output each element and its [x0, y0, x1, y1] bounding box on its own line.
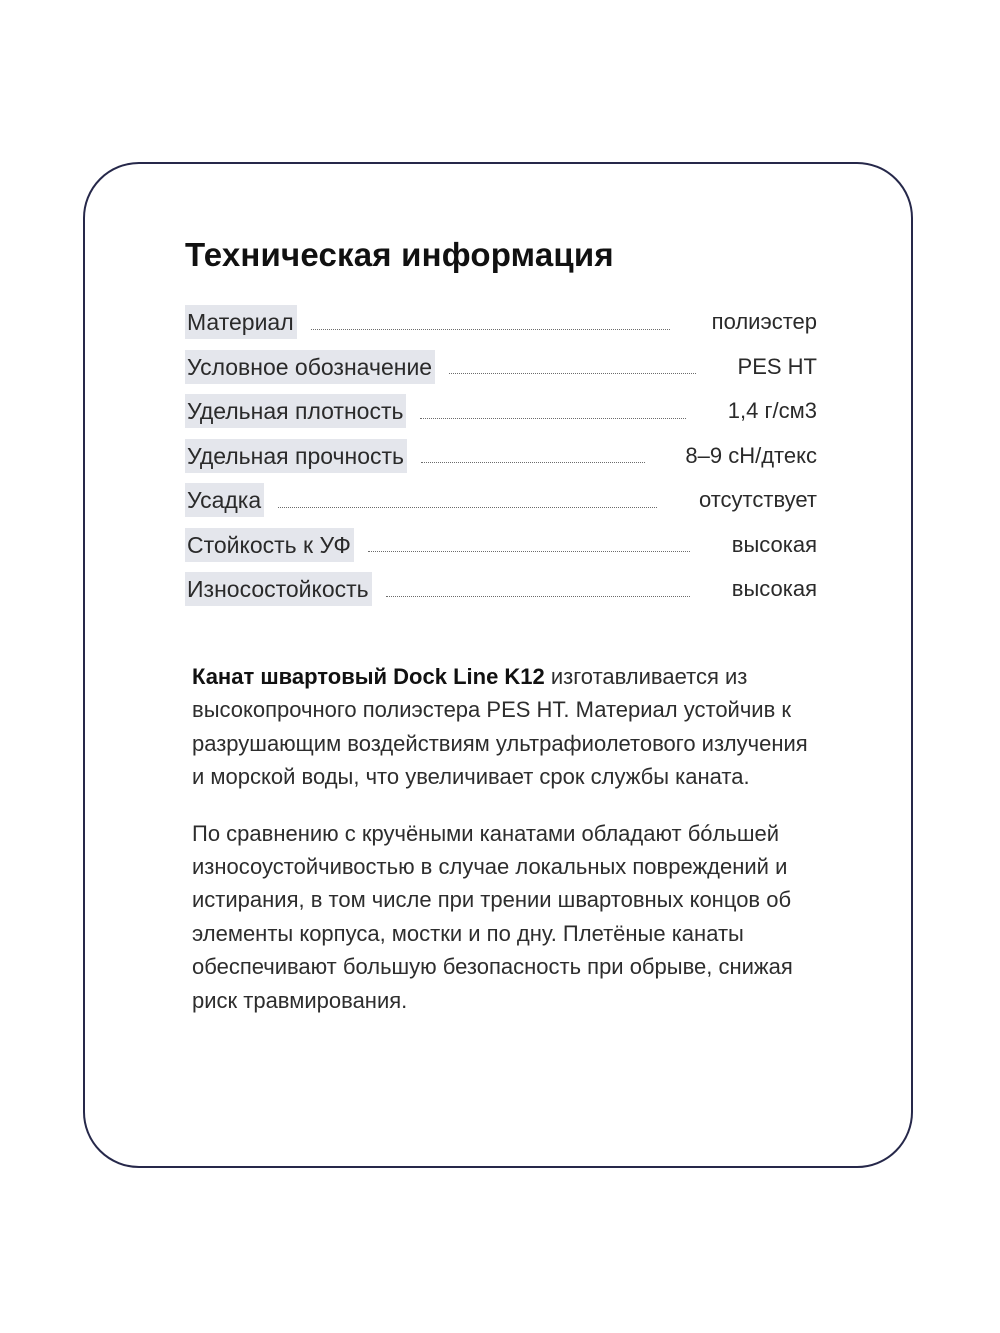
dot-leader: [420, 418, 685, 419]
section-title: Техническая информация: [185, 236, 614, 273]
description-paragraph: По сравнению с кручёными канатами обладают бóльшей износоустойчивостью в случае локальных повреждений и истирания, в том числе при трении швартовных концов об элементы корпуса, мостки и по дну. Плетёные канаты обеспечивают большую безопасность при обрыве, снижая риск травмирования.: [192, 820, 793, 1013]
spec-row: [185, 523, 817, 568]
dot-leader: [311, 329, 670, 330]
product-name: Канат швартовый Dock Line K12: [192, 664, 545, 689]
spec-row: [185, 389, 817, 434]
spec-value: 1,4 г/см3: [727, 398, 817, 424]
spec-value: высокая: [731, 531, 817, 557]
spec-value: полиэстер: [711, 309, 817, 335]
spec-row: [185, 300, 817, 345]
spec-label: Усадка: [185, 483, 264, 517]
description: [192, 660, 822, 1040]
description-paragraph: [192, 660, 822, 794]
spec-label: Удельная плотность: [185, 394, 406, 428]
spec-row: [185, 345, 817, 390]
dot-leader: [386, 596, 690, 597]
spec-label: Условное обозначение: [185, 350, 435, 384]
spec-label: Удельная прочность: [185, 439, 407, 473]
description-text: изготавливается из высокопрочного полиэстера PES HT. Материал устойчив к разрушающим воздействиям ультрафиолетового излучения и морской воды, что увеличивает срок службы каната.: [192, 664, 808, 790]
dot-leader: [449, 373, 695, 374]
spec-value: PES HT: [737, 353, 817, 379]
spec-row: [185, 434, 817, 479]
spec-value: отсутствует: [698, 487, 817, 513]
spec-value: высокая: [731, 576, 817, 602]
spec-label: Материал: [185, 305, 297, 339]
spec-table: [185, 300, 817, 612]
spec-label: Износостойкость: [185, 572, 372, 606]
dot-leader: [368, 551, 690, 552]
spec-row: [185, 478, 817, 523]
dot-leader: [278, 507, 657, 508]
spec-value: 8–9 сН/дтекс: [685, 442, 817, 468]
spec-label: Стойкость к УФ: [185, 528, 354, 562]
spec-row: [185, 567, 817, 612]
dot-leader: [421, 462, 645, 463]
